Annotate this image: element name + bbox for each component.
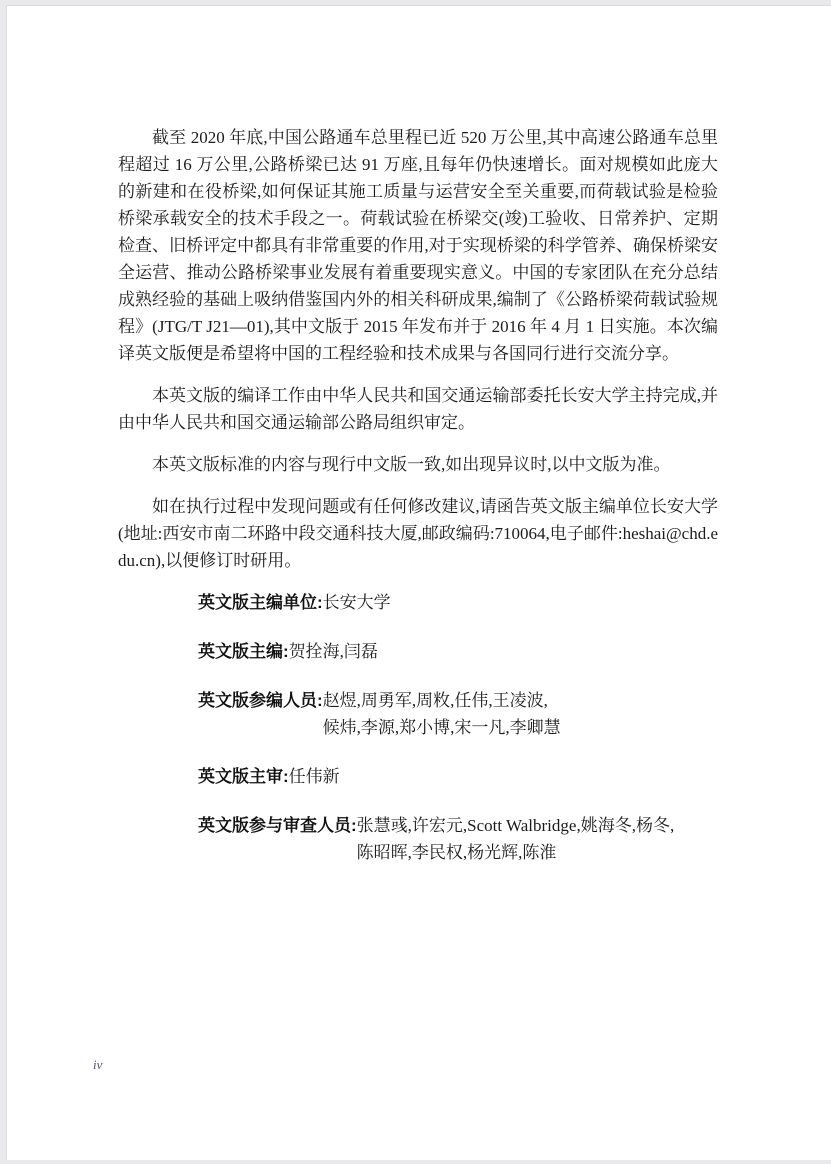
paragraph-translation-organizer: 本英文版的编译工作由中华人民共和国交通运输部委托长安大学主持完成,并由中华人民共和国交通运输部公路局组织审定。 xyxy=(118,386,718,432)
credit-label: 英文版主编: xyxy=(198,642,289,661)
credit-names xyxy=(289,638,718,665)
credit-label: 英文版参编人员: xyxy=(198,691,323,710)
page-content xyxy=(118,6,718,866)
credit-names-line: 贺拴海,闫磊 xyxy=(288,642,378,661)
credit-names-line: 赵煜,周勇军,周敉,任伟,王凌波, xyxy=(322,691,548,710)
credit-names-line: 陈昭晖,李民权,杨光辉,陈淮 xyxy=(356,843,557,862)
credit-names xyxy=(357,812,718,866)
paragraph-overview: 截至 2020 年底,中国公路通车总里程已近 520 万公里,其中高速公路通车总里程超过 16 万公里,公路桥梁已达 91 万座,且每年仍快速增长。面对规模如此庞大的新建和在役桥梁,如何保证其施工质量与运营安全至关重要,而荷载试验是检验桥梁承载安全的技术手段之一。荷载试验在桥梁交(竣)工验收、日常养护、定期检查、旧桥评定中都具有非常重要的作用,对于实现桥梁的科学管养、确保桥梁安全运营、推动公路桥梁事业发展有着重要现实意义。中国的专家团队在充分总结成熟经验的基础上吸纳借鉴国内外的相关科研成果,编制了《公路桥梁荷载试验规程》(JTG/T J21—01),其中文版于 2015 年发布并于 2016 年 4 月 1 日实施。本次编译英文版便是希望将中国的工程经验和技术成果与各国同行进行交流分享。 xyxy=(118,128,718,363)
credit-entry-review-participants xyxy=(198,812,718,866)
credit-label: 英文版主审: xyxy=(198,767,289,786)
credit-names xyxy=(323,589,718,616)
credit-entry-chief-editing-organization xyxy=(198,589,718,616)
credit-names xyxy=(323,687,718,741)
credit-names-line: 候炜,李源,郑小博,宋一凡,李卿慧 xyxy=(322,718,561,737)
credit-entry-participating-editors xyxy=(198,687,718,741)
credit-entry-chief-reviewer xyxy=(198,763,718,790)
credit-names-line: 长安大学 xyxy=(322,593,391,612)
page-number: iv xyxy=(93,1057,103,1072)
credit-entry-chief-editors xyxy=(198,638,718,665)
credits-section xyxy=(118,589,718,866)
credit-names-line: 任伟新 xyxy=(288,767,340,786)
paragraph-feedback-contact: 如在执行过程中发现问题或有任何修改建议,请函告英文版主编单位长安大学(地址:西安市南二环路中段交通科技大厦,邮政编码:710064,电子邮件:heshai@chd.edu.cn),以便修订时研用。 xyxy=(118,497,718,570)
credit-names-line: 张慧彧,许宏元,Scott Walbridge,姚海冬,杨冬, xyxy=(356,816,675,835)
credit-label: 英文版参与审查人员: xyxy=(198,816,357,835)
document-page xyxy=(6,5,831,1160)
credit-names xyxy=(289,763,718,790)
credit-label: 英文版主编单位: xyxy=(198,593,323,612)
paragraph-version-consistency: 本英文版标准的内容与现行中文版一致,如出现异议时,以中文版为准。 xyxy=(152,455,671,474)
